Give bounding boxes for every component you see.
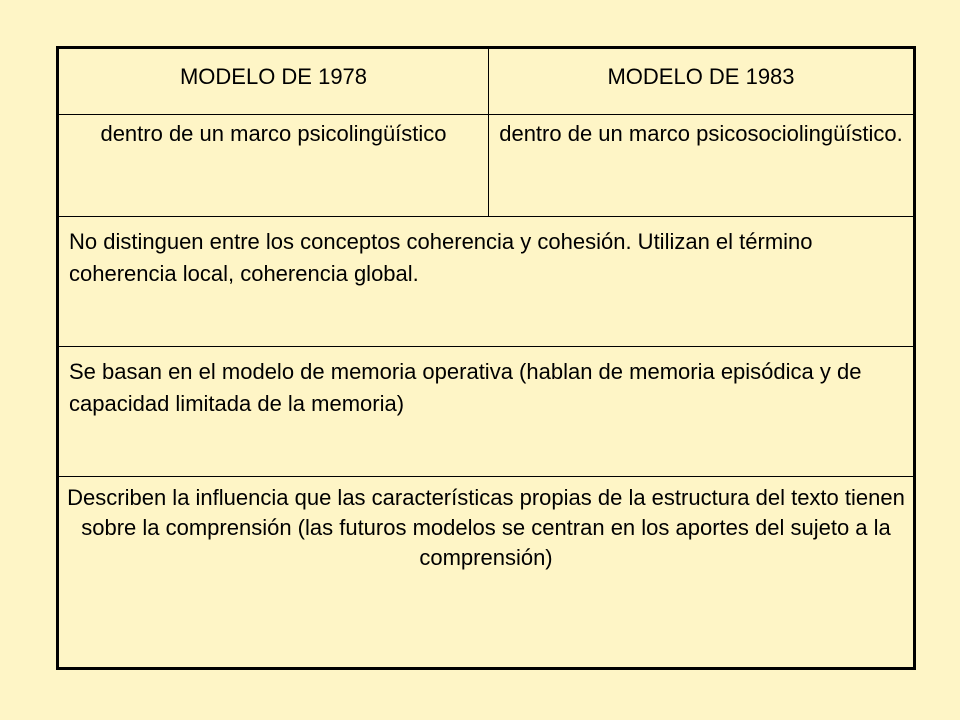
- header-1978-label: MODELO DE 1978: [179, 64, 368, 89]
- header-1983-label: MODELO DE 1983: [607, 64, 795, 89]
- framework-1978-text: dentro de un marco psicolingüístico: [100, 121, 447, 146]
- memory-text: Se basan en el modelo de memoria operativa (hablan de memoria episódica y de capacidad limitada de la memoria): [69, 359, 862, 416]
- table-row-influence: [59, 477, 913, 670]
- framework-cell-1983: [489, 115, 913, 216]
- influence-cell: [59, 477, 913, 670]
- framework-cell-1978: [59, 115, 489, 216]
- table-header-row: [59, 49, 913, 115]
- header-cell-1978: [59, 49, 489, 114]
- table-row-framework: [59, 115, 913, 217]
- table-row-memory: [59, 347, 913, 477]
- header-cell-1983: [489, 49, 913, 114]
- influence-text: Describen la influencia que las características propias de la estructura del texto tienen sobre la comprensión (las futuros modelos se centran en los aportes del sujeto a la comprensión): [67, 485, 905, 570]
- coherence-text: No distinguen entre los conceptos coherencia y cohesión. Utilizan el término coherencia local, coherencia global.: [69, 229, 813, 286]
- framework-1983-text: dentro de un marco psicosociolingüístico.: [499, 121, 903, 146]
- table-row-coherence: [59, 217, 913, 347]
- coherence-cell: [59, 217, 913, 346]
- memory-cell: [59, 347, 913, 476]
- comparison-table: [56, 46, 916, 670]
